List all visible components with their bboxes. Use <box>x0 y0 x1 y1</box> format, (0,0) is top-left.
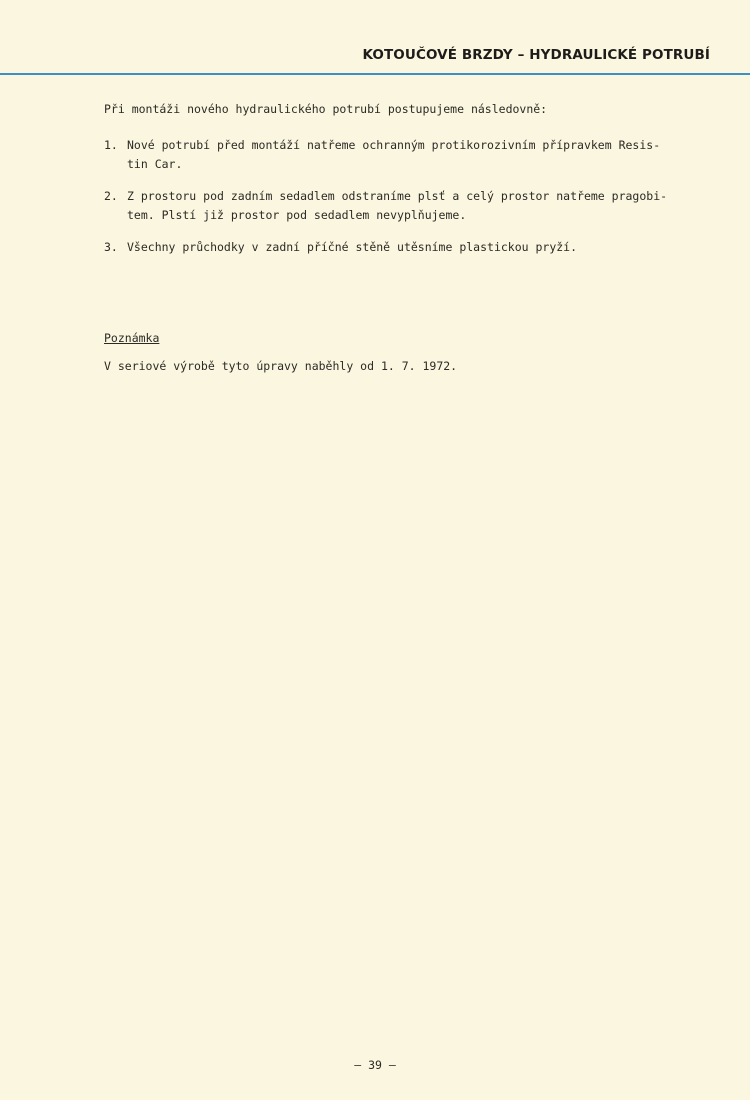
note-heading: Poznámka <box>104 331 160 345</box>
page-number: – 39 – <box>354 1058 396 1072</box>
list-item-number: 3. <box>104 240 118 254</box>
list-item-line: tem. Plstí již prostor pod sedadlem nevyplňujeme. <box>127 208 467 222</box>
procedure-list <box>104 136 724 270</box>
list-item-number: 2. <box>104 189 118 203</box>
list-item-line: Všechny průchodky v zadní příčné stěně utěsníme plastickou pryží. <box>127 240 578 254</box>
page-header-title: KOTOUČOVÉ BRZDY – HYDRAULICKÉ POTRUBÍ <box>362 47 710 63</box>
list-item-line: Z prostoru pod zadním sedadlem odstraníme plsť a celý prostor natřeme pragobi- <box>127 189 668 203</box>
header-rule <box>0 73 750 75</box>
list-item <box>104 238 724 257</box>
intro-paragraph: Při montáži nového hydraulického potrubí postupujeme následovně: <box>104 102 548 116</box>
list-item <box>104 187 724 225</box>
note-text: V seriové výrobě tyto úpravy naběhly od 1. 7. 1972. <box>104 359 458 373</box>
list-item-line: tin Car. <box>127 157 183 171</box>
list-item-number: 1. <box>104 138 118 152</box>
list-item-line: Nové potrubí před montáží natřeme ochranným protikorozivním přípravkem Resis- <box>127 138 661 152</box>
list-item <box>104 136 724 174</box>
